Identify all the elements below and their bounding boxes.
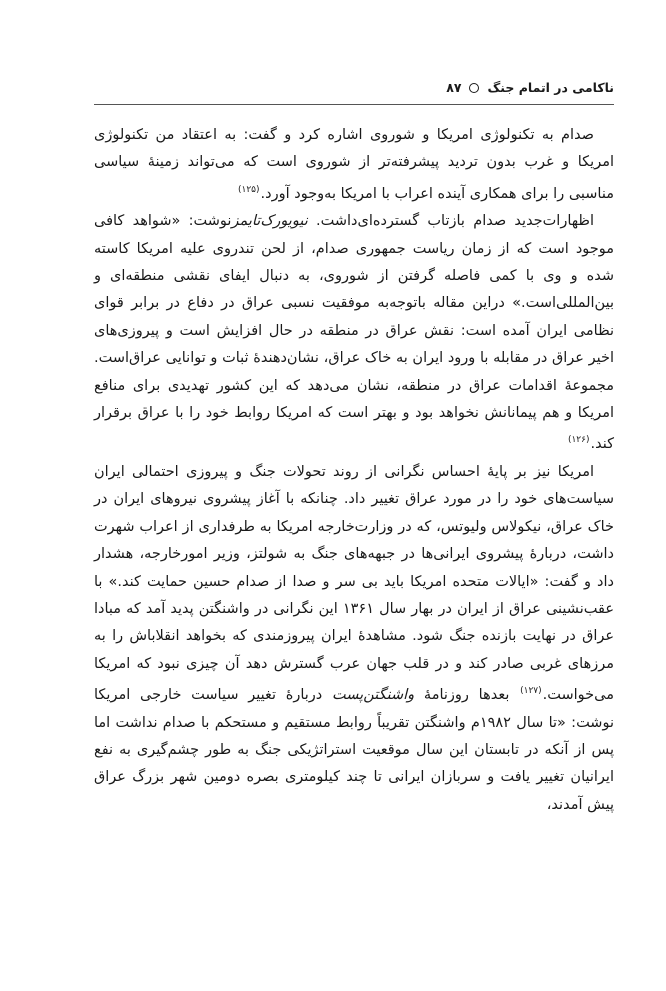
text-run: بعدها روزنامهٔ bbox=[414, 687, 520, 704]
footnote-ref: (۱۲۶) bbox=[567, 435, 590, 446]
body-text bbox=[94, 122, 614, 819]
paragraph-p3 bbox=[94, 459, 614, 819]
paragraph-p1 bbox=[94, 122, 614, 208]
header-rule bbox=[94, 104, 614, 105]
page-number: ۸۷ bbox=[446, 80, 462, 95]
footnote-ref: (۱۲۵) bbox=[238, 184, 260, 195]
footnote-ref: (۱۲۷) bbox=[520, 686, 542, 697]
paragraph-p2 bbox=[94, 208, 614, 459]
text-run: دربارهٔ تغییر سیاست خارجی امریکا نوشت: «تا سال ۱۹۸۲م واشنگتن تقریباً روابط مستقیم و مستحکم با صدام نداشت اما پس از آنکه در تابستان این سال موقعیت استراتژیکی جنگ به طور چشم‌گیری به نفع ایرانیان تغییر یافت و سربازان ایرانی تا چند کیلومتری بصره دومین شهر بزرگ عراق پیش آمدند، bbox=[94, 687, 614, 813]
text-run: اظهارات‌جدید صدام بازتاب گسترده‌ای‌داشت. bbox=[307, 213, 594, 230]
text-run: امریکا نیز بر پایهٔ احساس نگرانی از روند تحولات جنگ و پیروزی احتمالی ایران سیاست‌های خود را در مورد عراق تغییر داد. چنانکه با آغاز پیشروی نیروهای ایران در خاک عراق، نیکولاس ولیوتس، که در وزارت‌خارجه امریکا به طرفداری از اعراب شهرت داشت، دربارهٔ پیشروی ایرانی‌ها در جبهه‌های جنگ به شولتز، وزیر امورخارجه، هشدار داد و گفت: «ایالات متحده امریکا باید بی سر و صدا از صدام حسین حمایت کند.» با عقب‌نشینی عراق از ایران در بهار سال ۱۳۶۱ این نگرانی در واشنگتن پدید آمد که مبادا عراق در نهایت بازنده جنگ شود. مشاهدهٔ ایران پیروزمندی که بخواهد انقلاباش را به مرزهای غربی صادر کند و در قلب جهان عرب گسترش دهد آن چیزی نبود که امریکا می‌خواست. bbox=[94, 463, 615, 704]
italic-title: نیویورک‌تایمز bbox=[231, 213, 308, 230]
running-header bbox=[446, 80, 614, 95]
italic-title: واشنگتن‌پست bbox=[332, 687, 415, 704]
header-title: ناکامی در اتمام جنگ bbox=[487, 80, 614, 95]
text-run: نوشت: «شواهد کافی موجود است که از زمان ریاست جمهوری صدام، از لحن تندروی علیه امریکا کاسته شده و وی با کمی فاصله گرفتن از شوروی، به دنبال ایفای نقشی منطقه‌ای و بین‌المللی‌است.» دراین مقاله باتوجه‌به موفقیت نسبی عراق در دفاع در برابر قوای نظامی ایران آمده است: نقش عراق در منطقه در حال افزایش است و پیروزی‌های اخیر عراق در مقابله با ورود ایران به خاک عراق، نشان‌دهندهٔ ثبات و توانایی عراق‌است. مجموعهٔ اقدامات عراق در منطقه، نشان می‌دهد که این کشور تهدیدی برای منافع امریکا و هم پیمانانش نخواهد بود و بهتر است که امریکا روابط خود را با عراق برقرار کند. bbox=[94, 213, 614, 453]
text-run: صدام به تکنولوژی امریکا و شوروی اشاره کرد و گفت: به اعتقاد من تکنولوژی امریکا و غرب بدون تردید پیشرفته‌تر از شوروی است که می‌تواند زمینهٔ سیاسی مناسبی را برای همکاری آینده اعراب با امریکا به‌وجود آورد. bbox=[94, 127, 614, 202]
circle-separator-icon bbox=[469, 83, 479, 93]
